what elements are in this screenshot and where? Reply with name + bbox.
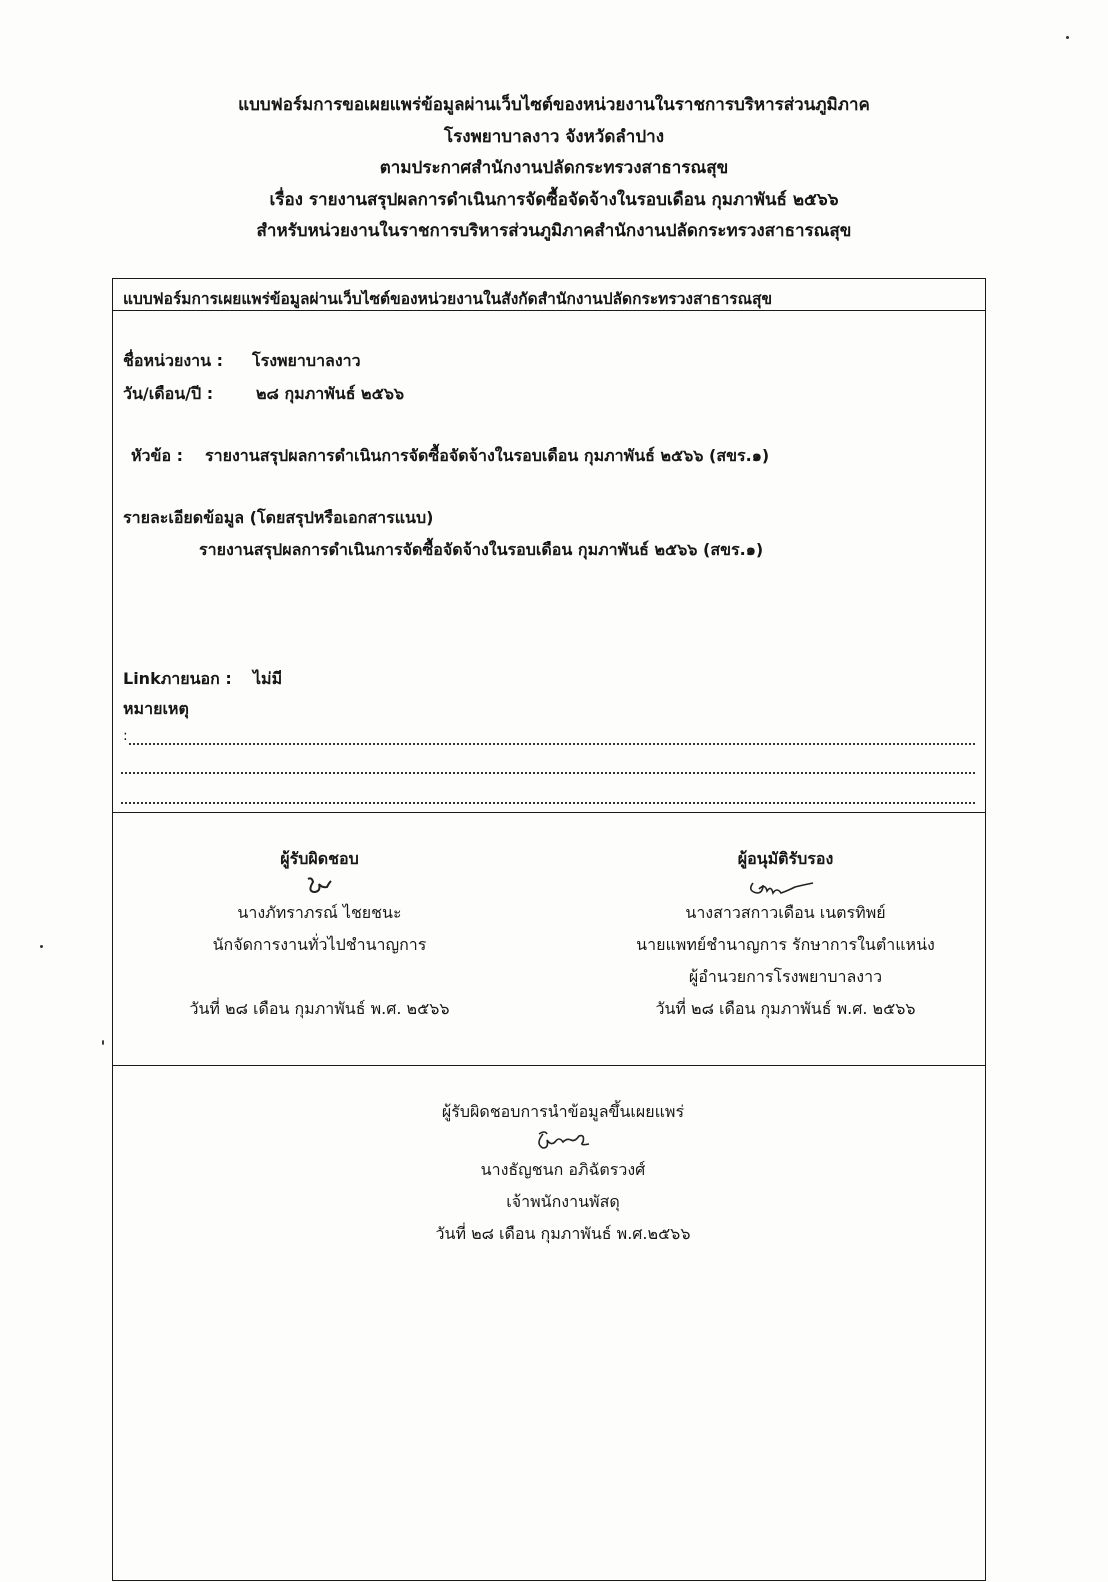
remark-label: หมายเหตุ (123, 699, 189, 718)
approver-position: นายแพทย์ชำนาญการ รักษาการในตำแหน่ง (636, 935, 935, 954)
external-link-label: Linkภายนอก : (123, 669, 232, 688)
agency-label: ชื่อหน่วยงาน : (123, 351, 224, 370)
header-title: แบบฟอร์มการขอเผยแพร่ข้อมูลผ่านเว็บไซต์ของหน่วยงานในราชการบริหารส่วนภูมิภาค (238, 95, 870, 115)
publisher-signer (333, 1096, 793, 1250)
approver-signer (598, 843, 973, 1025)
remark-dotted-line (121, 802, 975, 804)
responsible-position: นักจัดการงานทั่วไปชำนาญการ (212, 935, 427, 954)
responsible-date: วันที่ ๒๘ เดือน กุมภาพันธ์ พ.ศ. ๒๕๖๖ (189, 999, 450, 1018)
header-scope: สำหรับหน่วยงานในราชการบริหารส่วนภูมิภาคสำนักงานปลัดกระทรวงสาธารณสุข (256, 221, 852, 241)
scan-speck (102, 1040, 104, 1045)
remark-dotted-line (129, 743, 975, 745)
date-label: วัน/เดือน/ปี : (123, 384, 214, 403)
publisher-name: นางธัญชนก อภิฉัตรวงศ์ (480, 1160, 646, 1179)
approver-role: ผู้อนุมัติรับรอง (737, 849, 834, 868)
agency-value: โรงพยาบาลงาว (252, 351, 361, 370)
remark-prefix: : (123, 728, 128, 744)
topic-label: หัวข้อ : (131, 446, 184, 465)
scan-speck (40, 945, 43, 948)
approver-signature (741, 875, 831, 897)
remark-dotted-line (121, 772, 975, 774)
publisher-role: ผู้รับผิดชอบการนำข้อมูลขึ้นเผยแพร่ (441, 1102, 685, 1121)
responsible-signer (137, 843, 502, 1025)
approver-date: วันที่ ๒๘ เดือน กุมภาพันธ์ พ.ศ. ๒๕๖๖ (655, 999, 916, 1018)
publisher-section (113, 1066, 985, 1582)
header-hospital: โรงพยาบาลงาว จังหวัดลำปาง (444, 126, 664, 147)
publisher-date: วันที่ ๒๘ เดือน กุมภาพันธ์ พ.ศ.๒๕๖๖ (435, 1224, 691, 1243)
publication-form (112, 278, 986, 1581)
publisher-signature (523, 1128, 603, 1154)
date-value: ๒๘ กุมภาพันธ์ ๒๕๖๖ (256, 384, 405, 403)
responsible-name: นางภัทราภรณ์ ไชยชนะ (237, 903, 402, 922)
document-header (0, 90, 1108, 248)
header-announcement: ตามประกาศสำนักงานปลัดกระทรวงสาธารณสุข (379, 158, 729, 178)
detail-value: รายงานสรุปผลการดำเนินการจัดซื้อจัดจ้างในรอบเดือน กุมภาพันธ์ ๒๕๖๖ (สขร.๑) (199, 540, 764, 559)
header-subject: เรื่อง รายงานสรุปผลการดำเนินการจัดซื้อจัดจ้างในรอบเดือน กุมภาพันธ์ ๒๕๖๖ (269, 189, 839, 210)
detail-label: รายละเอียดข้อมูล (โดยสรุปหรือเอกสารแนบ) (123, 508, 434, 527)
topic-value: รายงานสรุปผลการดำเนินการจัดซื้อจัดจ้างในรอบเดือน กุมภาพันธ์ ๒๕๖๖ (สขร.๑) (205, 446, 770, 465)
signature-section (113, 813, 985, 1066)
responsible-signature (290, 875, 350, 897)
form-title-row (113, 279, 985, 311)
publisher-position: เจ้าพนักงานพัสดุ (506, 1192, 620, 1211)
responsible-role: ผู้รับผิดชอบ (280, 849, 359, 868)
form-title: แบบฟอร์มการเผยแพร่ข้อมูลผ่านเว็บไซต์ของหน่วยงานในสังกัดสำนักงานปลัดกระทรวงสาธารณสุข (123, 290, 773, 308)
approver-name: นางสาวสกาวเดือน เนตรทิพย์ (685, 903, 886, 922)
external-link-value: ไม่มี (253, 669, 283, 688)
info-section (113, 311, 985, 813)
scan-speck (1066, 36, 1069, 39)
approver-position-acting: ผู้อำนวยการโรงพยาบาลงาว (688, 967, 883, 986)
